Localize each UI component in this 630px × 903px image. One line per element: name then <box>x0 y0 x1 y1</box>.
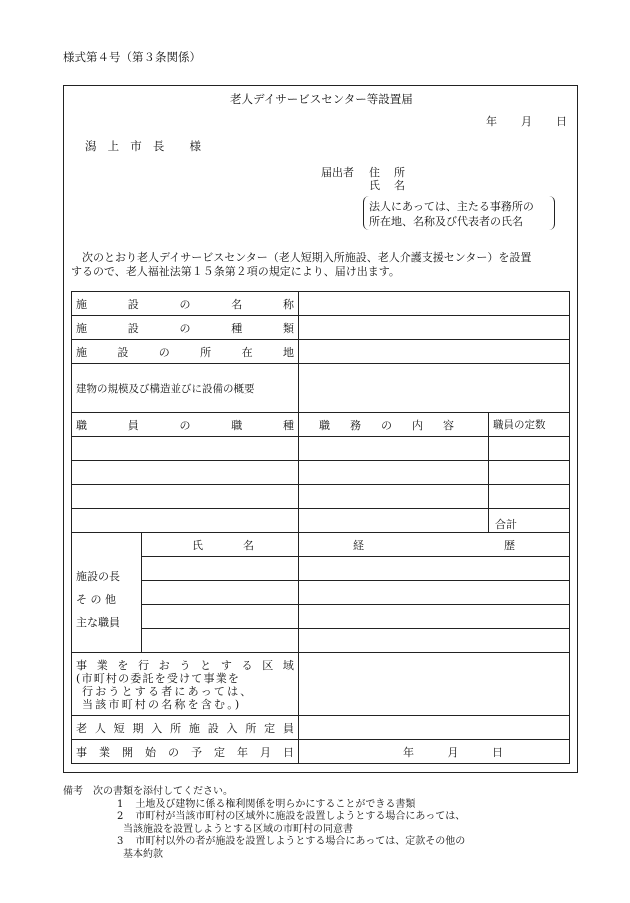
table-row <box>72 461 570 485</box>
career-cell[interactable] <box>299 581 570 605</box>
body-line1: 次のとおり老人デイサービスセンター（老人短期入所施設、老人介護支援センター）を設置 <box>82 251 532 264</box>
service-area-label <box>72 653 299 716</box>
duty-content-header: 職 務 の 内 容 <box>299 413 489 437</box>
name-label: 氏 名 <box>369 179 405 192</box>
table-row <box>72 485 570 509</box>
start-date-field[interactable]: 年 月 日 <box>299 740 570 764</box>
staff-position-cell[interactable] <box>72 437 299 461</box>
service-area-line1: 事 業 を 行 お う と す る 区 域 <box>76 659 294 672</box>
table-row <box>72 533 570 557</box>
duty-content-cell[interactable] <box>299 485 489 509</box>
staff-count-header: 職員の定数 <box>489 413 570 437</box>
form-title: 老人デイサービスセンター等設置届 <box>230 92 413 106</box>
table-row <box>72 437 570 461</box>
corporate-note-line2: 所在地、名称及び代表者の氏名 <box>369 215 523 228</box>
person-name-cell[interactable] <box>142 557 299 581</box>
note-item-3: 3 市町村以外の者が施設を設置しようとする場合にあっては、定款その他の <box>117 836 466 847</box>
staff-count-cell[interactable] <box>489 437 570 461</box>
service-area-line4: 当該市町村の名称を含む。) <box>82 698 242 711</box>
staff-count-cell[interactable] <box>489 461 570 485</box>
corporate-note-line1: 法人にあっては、主たる事務所の <box>369 200 534 213</box>
notes-section <box>63 786 465 861</box>
career-cell[interactable] <box>299 629 570 653</box>
staff-position-header: 職 員 の 職 種 <box>72 413 299 437</box>
total-cell <box>489 509 570 533</box>
notes-intro: 次の書類を添付してください。 <box>93 786 233 797</box>
facility-type-field[interactable] <box>299 316 570 340</box>
note-item-3-cont: 基本約款 <box>123 848 163 860</box>
note-item-2-cont: 当該施設を設置しようとする区域の市町村の同意書 <box>123 823 353 835</box>
short-stay-capacity-field[interactable] <box>299 716 570 740</box>
career-header: 経 歴 <box>299 533 570 557</box>
date-day: 日 <box>556 115 567 128</box>
facility-name-field[interactable] <box>299 292 570 316</box>
short-stay-capacity-label: 老 人 短 期 入 所 施 設 入 所 定 員 <box>72 716 299 740</box>
note-item-2: 2 市町村が当該市町村の区域外に施設を設置しようとする場合にあっては、 <box>117 811 466 822</box>
table-row <box>72 413 570 437</box>
table-row <box>72 716 570 740</box>
body-line2: するので、老人福祉法第１５条第２項の規定により、届け出ます。 <box>71 265 400 278</box>
staff-position-cell[interactable] <box>72 509 299 533</box>
staff-position-cell[interactable] <box>72 485 299 509</box>
facility-location-label: 施 設 の 所 在 地 <box>72 340 299 364</box>
career-cell[interactable] <box>299 557 570 581</box>
building-overview-label: 建物の規模及び構造並びに設備の概要 <box>72 364 299 413</box>
table-row <box>72 292 570 316</box>
staff-count-cell[interactable] <box>489 485 570 509</box>
table-row <box>72 316 570 340</box>
building-overview-field[interactable] <box>299 364 570 413</box>
application-table <box>71 291 570 764</box>
duty-content-cell[interactable] <box>299 461 489 485</box>
service-area-field[interactable] <box>299 653 570 716</box>
head-label-1: 施設の長 <box>76 570 120 583</box>
address-label: 住 所 <box>369 166 405 179</box>
note-item-1: 1 土地及び建物に係る権利関係を明らかにすることができる書類 <box>117 798 416 810</box>
career-cell[interactable] <box>299 605 570 629</box>
facility-type-label: 施 設 の 種 類 <box>72 316 299 340</box>
service-area-line3: 行おうとする者にあっては、 <box>82 685 254 698</box>
person-name-cell[interactable] <box>142 605 299 629</box>
form-number: 様式第４号（第３条関係） <box>63 50 201 64</box>
staff-position-cell[interactable] <box>72 461 299 485</box>
table-row <box>72 605 570 629</box>
table-row <box>72 629 570 653</box>
addressee: 潟 上 市 長 様 <box>85 139 201 153</box>
table-row <box>72 557 570 581</box>
applicant-label: 届出者 <box>321 166 354 179</box>
date-month: 月 <box>521 115 532 128</box>
table-row <box>72 509 570 533</box>
notes-heading: 備考 <box>63 786 83 797</box>
person-name-header: 氏 名 <box>142 533 299 557</box>
date-year: 年 <box>486 115 497 128</box>
head-label-2: そ の 他 <box>76 593 116 606</box>
person-name-cell[interactable] <box>142 629 299 653</box>
service-area-line2: (市町村の委託を受けて事業を <box>76 672 241 685</box>
start-date-label: 事 業 開 始 の 予 定 年 月 日 <box>72 740 299 764</box>
table-row <box>72 740 570 764</box>
head-label-3: 主な職員 <box>76 616 120 629</box>
table-row <box>72 581 570 605</box>
facility-name-label: 施 設 の 名 称 <box>72 292 299 316</box>
table-row <box>72 340 570 364</box>
duty-content-cell[interactable] <box>299 509 489 533</box>
duty-content-cell[interactable] <box>299 437 489 461</box>
table-row <box>72 364 570 413</box>
total-label: 合計 <box>495 518 517 531</box>
head-staff-label-cell <box>72 533 142 653</box>
table-row <box>72 653 570 716</box>
person-name-cell[interactable] <box>142 581 299 605</box>
facility-location-field[interactable] <box>299 340 570 364</box>
